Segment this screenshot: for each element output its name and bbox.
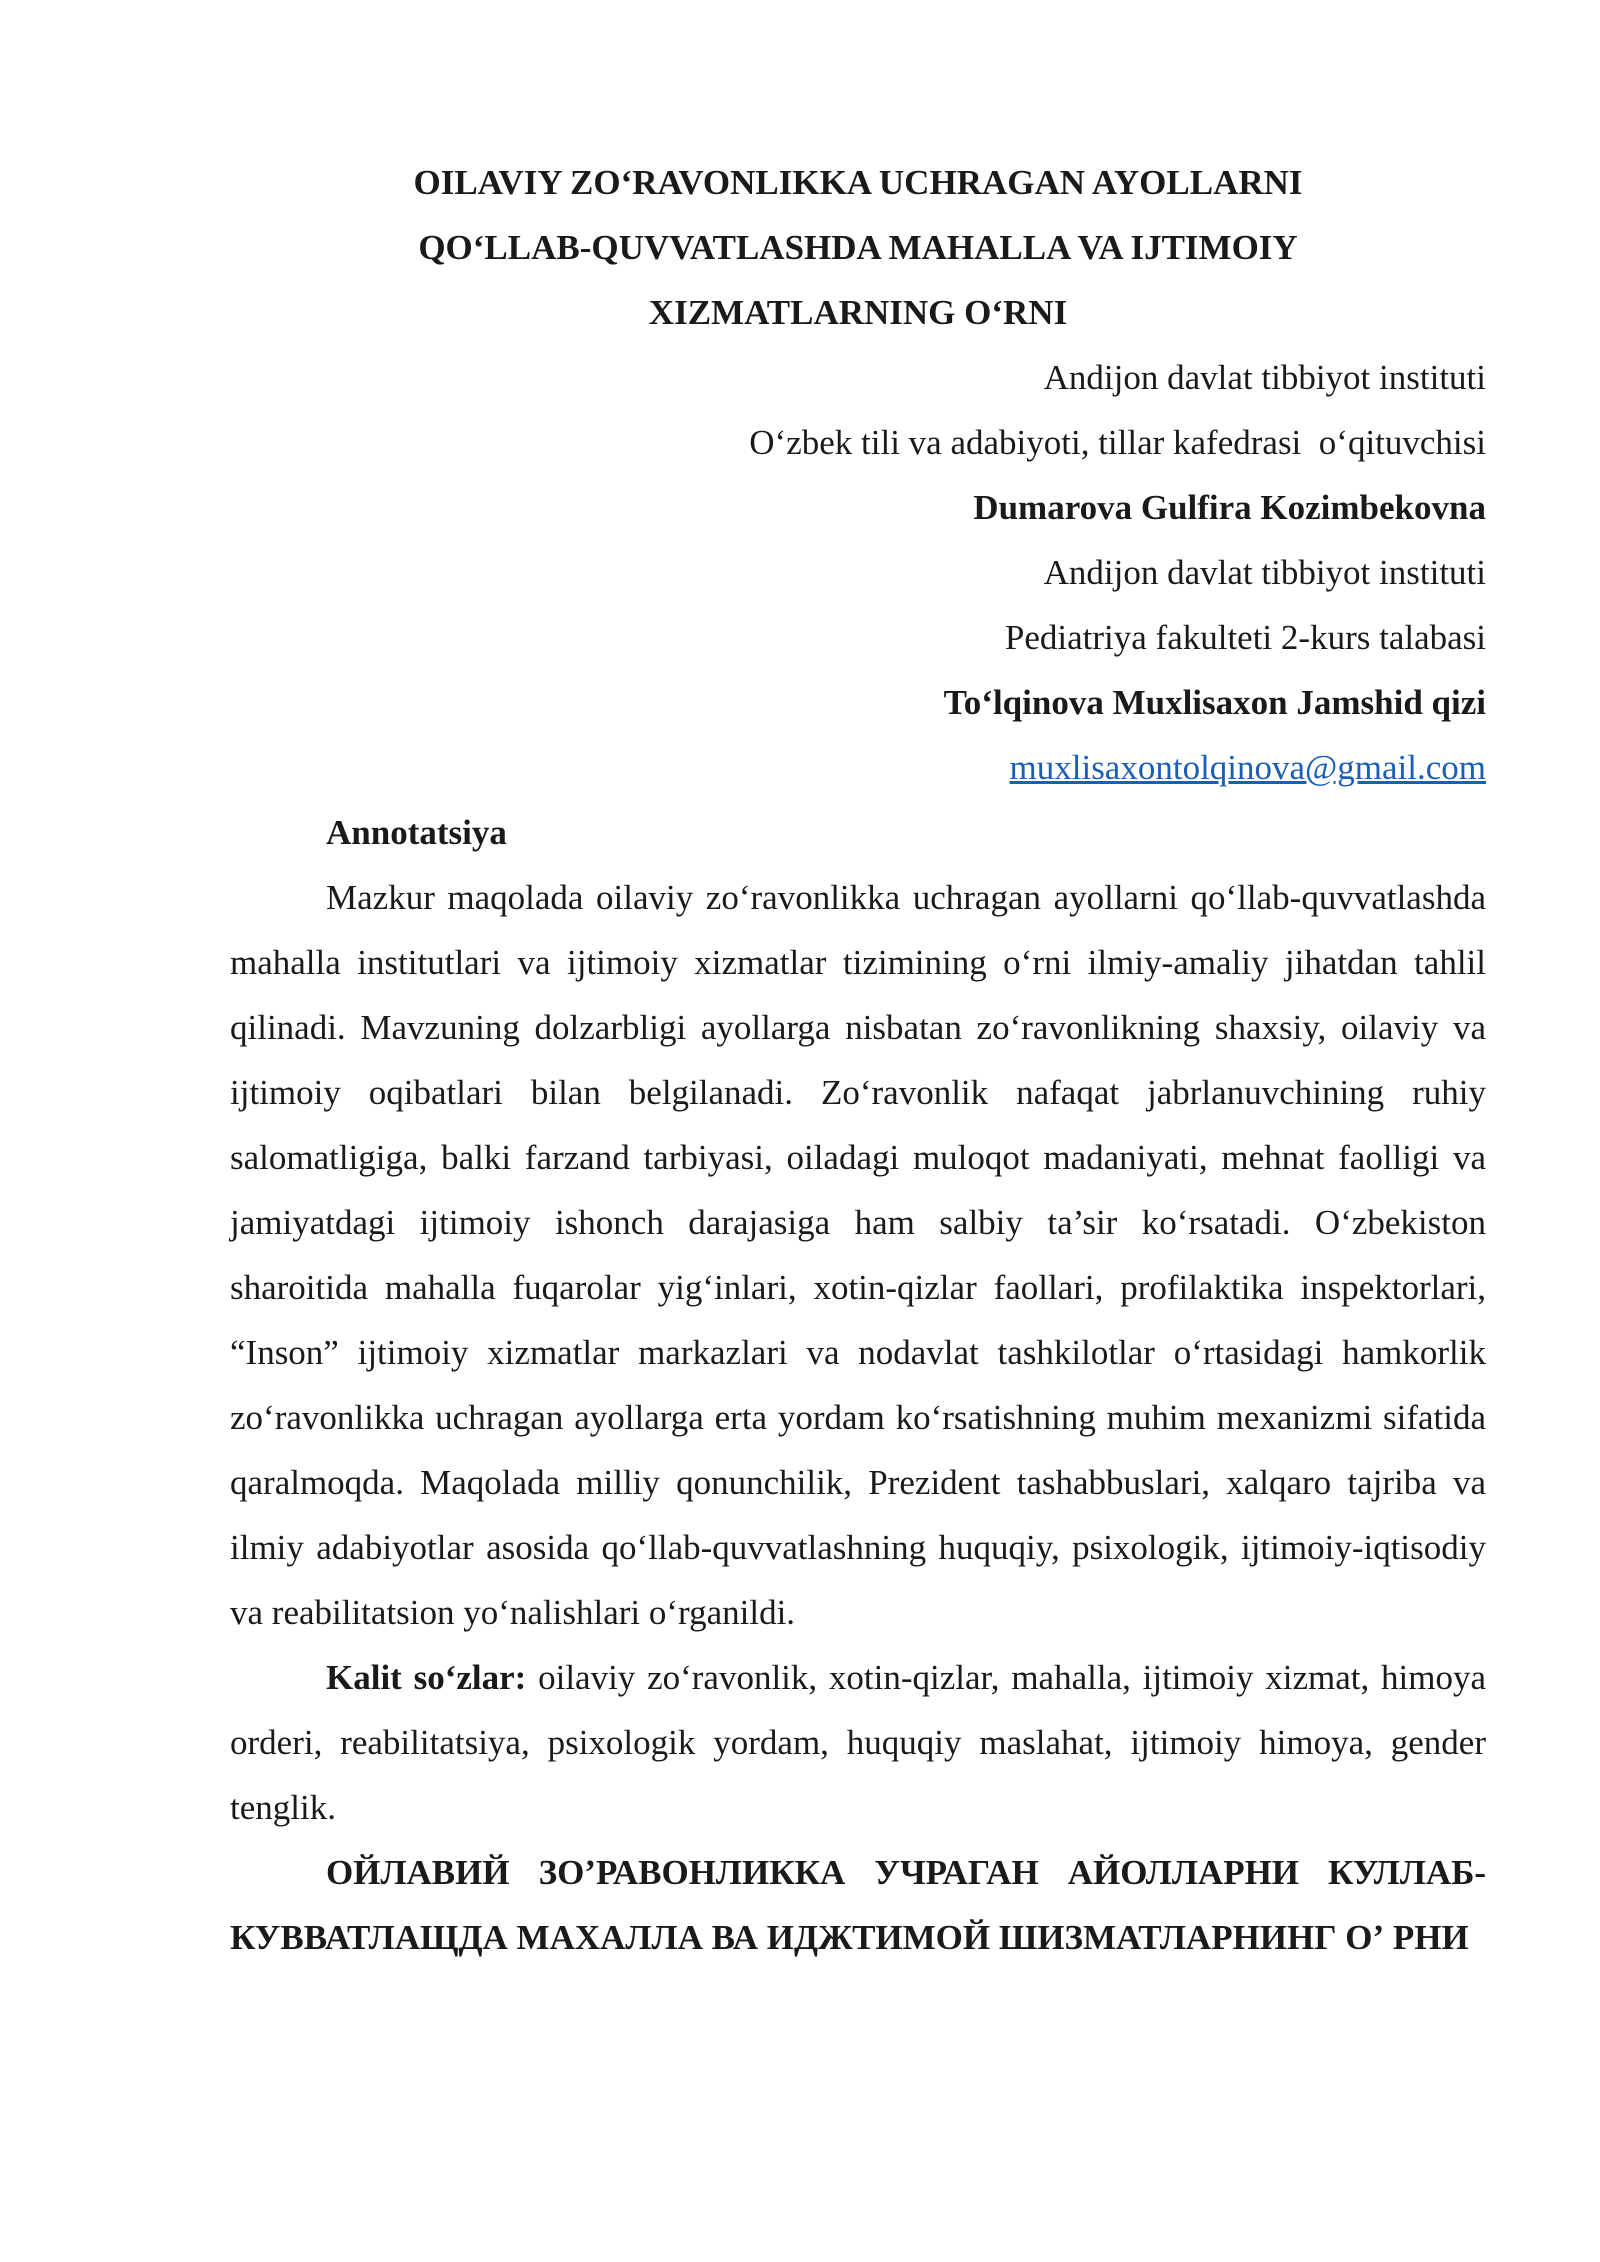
title-line-2: QO‘LLAB-QUVVATLASHDA MAHALLA VA IJTIMOIY [418, 228, 1298, 267]
keywords-label: Kalit so‘zlar: [326, 1658, 527, 1697]
author1-department: O‘zbek tili va adabiyoti, tillar kafedrasi o‘qituvchisi [749, 423, 1486, 462]
title-line-3: XIZMATLARNING O‘RNI [648, 293, 1068, 332]
author2-department: Pediatriya fakulteti 2-kurs talabasi [1004, 618, 1486, 657]
author1-name: Dumarova Gulfira Kozimbekovna [973, 488, 1486, 527]
cyrillic-title: ОЙЛАВИЙ ЗОʼРАВОНЛИККА УЧРАГАН АЙОЛЛАРНИ КУЛЛАБ-КУВВАТЛАЩДА МАХАЛЛА ВА ИДЖТИМОЙ ШИЗМАТЛАРНИНГ Оʼ РНИ [230, 1853, 1486, 1957]
author-block [230, 345, 1486, 800]
abstract-heading: Annotatsiya [326, 813, 507, 852]
author2-email-link[interactable]: muxlisaxontolqinova@gmail.com [1009, 748, 1486, 787]
keywords-paragraph [230, 1645, 1486, 1840]
paper-page [230, 150, 1486, 1970]
title-line-1: OILAVIY ZO‘RAVONLIKKA UCHRAGAN AYOLLARNI [413, 163, 1303, 202]
author2-institution: Andijon davlat tibbiyot instituti [1043, 553, 1486, 592]
paper-title [230, 150, 1486, 345]
keywords-text: oilaviy zo‘ravonlik, xotin-qizlar, mahalla, ijtimoiy xizmat, himoya orderi, reabilitatsiya, psixologik yordam, huquqiy maslahat, ijtimoiy himoya, gender tenglik. [230, 1658, 1486, 1827]
author2-name: To‘lqinova Muxlisaxon Jamshid qizi [943, 683, 1486, 722]
abstract-text: Mazkur maqolada oilaviy zo‘ravonlikka uchragan ayollarni qo‘llab-quvvatlashda mahalla institutlari va ijtimoiy xizmatlar tizimining o‘rni ilmiy-amaliy jihatdan tahlil qilinadi. Mavzuning dolzarbligi ayollarga nisbatan zo‘ravonlikning shaxsiy, oilaviy va ijtimoiy oqibatlari bilan belgilanadi. Zo‘ravonlik nafaqat jabrlanuvchining ruhiy salomatligiga, balki farzand tarbiyasi, oiladagi muloqot madaniyati, mehnat faolligi va jamiyatdagi ijtimoiy ishonch darajasiga ham salbiy ta’sir ko‘rsatadi. O‘zbekiston sharoitida mahalla fuqarolar yig‘inlari, xotin-qizlar faollari, profilaktika inspektorlari, “Inson” ijtimoiy xizmatlar markazlari va nodavlat tashkilotlar o‘rtasidagi hamkorlik zo‘ravonlikka uchragan ayollarga erta yordam ko‘rsatishning muhim mexanizmi sifatida qaralmoqda. Maqolada milliy qonunchilik, Prezident tashabbuslari, xalqaro tajriba va ilmiy adabiyotlar asosida qo‘llab-quvvatlashning huquqiy, psixologik, ijtimoiy-iqtisodiy va reabilitatsion yo‘nalishlari o‘rganildi. [230, 878, 1486, 1632]
author1-institution: Andijon davlat tibbiyot instituti [1043, 358, 1486, 397]
